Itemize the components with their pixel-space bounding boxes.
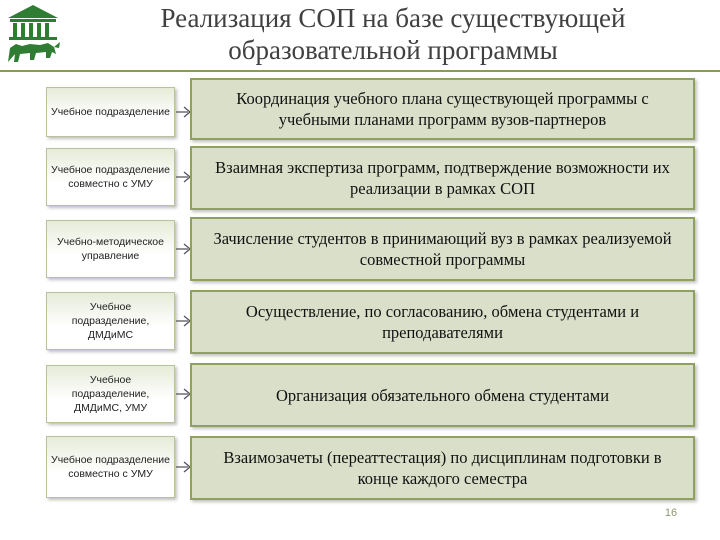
activity-box: Организация обязательного обмена студентами — [190, 363, 695, 427]
logo-emblem-icon — [0, 0, 66, 68]
activity-box: Взаимозачеты (переаттестация) по дисциплинам подготовки в конце каждого семестра — [190, 436, 695, 500]
responsible-unit-box: Учебное подразделение, ДМДиМС — [46, 292, 175, 350]
responsible-unit-box: Учебное подразделение — [46, 87, 175, 137]
activity-box: Взаимная экспертиза программ, подтверждение возможности их реализации в рамках СОП — [190, 146, 695, 210]
title-line-2: образовательной программы — [228, 35, 558, 65]
title-line-1: Реализация СОП на базе существующей — [160, 3, 626, 33]
activity-box: Осуществление, по согласованию, обмена студентами и преподавателями — [190, 290, 695, 354]
activity-box: Зачисление студентов в принимающий вуз в рамках реализуемой совместной программы — [190, 217, 695, 281]
page-number: 16 — [664, 507, 678, 519]
responsible-unit-box: Учебное подразделение совместно с УМУ — [46, 436, 175, 498]
responsible-unit-box: Учебно-методическое управление — [46, 220, 175, 278]
university-logo — [0, 0, 66, 68]
activity-box: Координация учебного плана существующей программы с учебными планами программ вузов-партнеров — [190, 78, 695, 140]
responsible-unit-box: Учебное подразделение, ДМДиМС, УМУ — [46, 365, 175, 423]
slide-title — [66, 2, 720, 68]
title-divider — [0, 70, 720, 72]
responsible-unit-box: Учебное подразделение совместно с УМУ — [46, 148, 175, 206]
